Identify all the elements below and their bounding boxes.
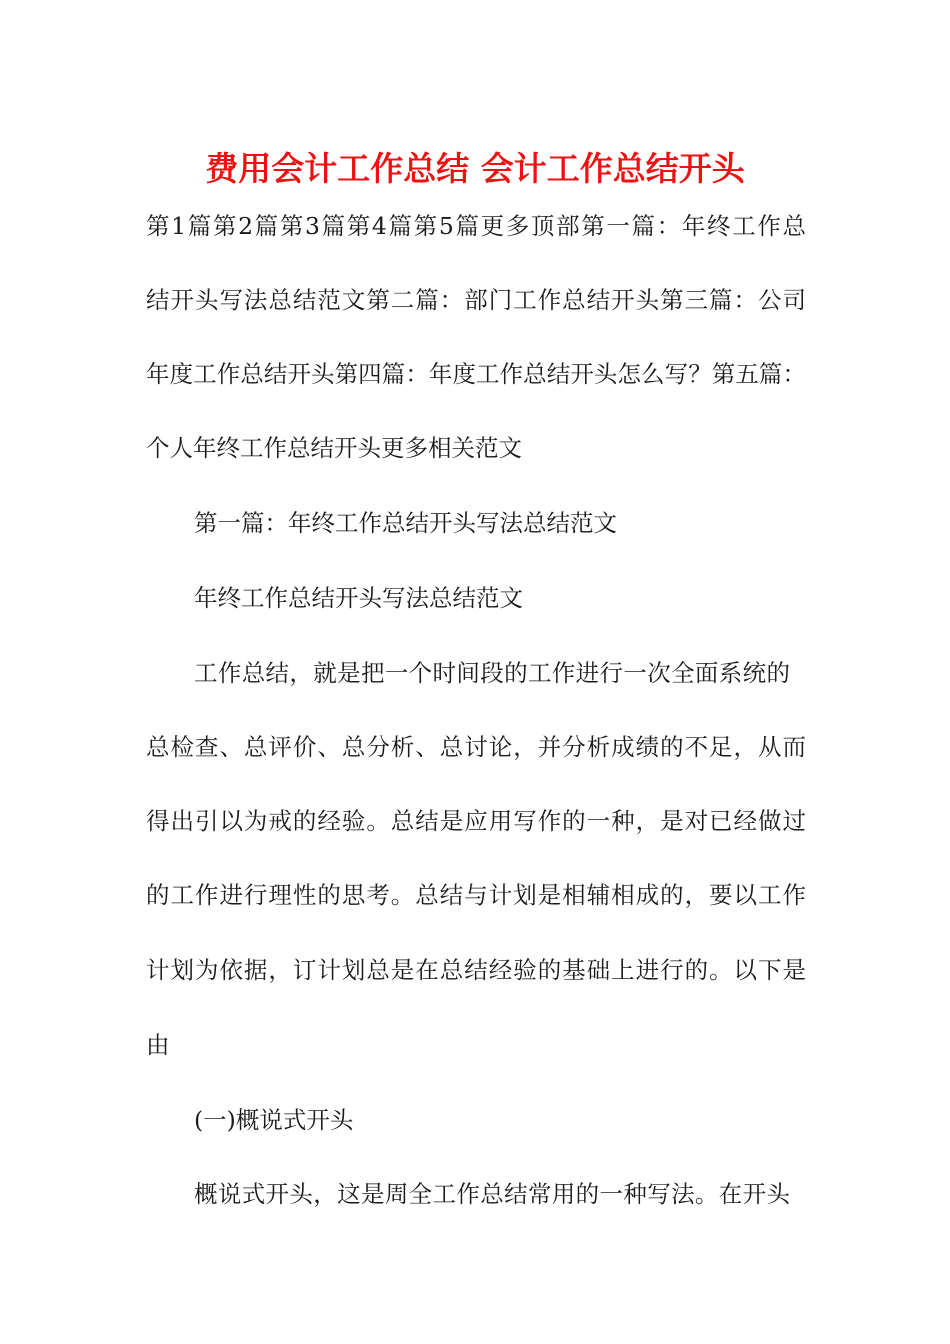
toc-line-1: 第1篇第2篇第3篇第4篇第5篇更多顶部第一篇：年终工作总 [146,212,806,240]
document-title: 费用会计工作总结 会计工作总结开头 [205,149,745,188]
paragraph-line-3: 得出引以为戒的经验。总结是应用写作的一种，是对已经做过 [146,807,806,835]
paragraph-line-2: 总检查、总评价、总分析、总讨论，并分析成绩的不足，从而 [146,733,806,761]
paragraph-line-5: 计划为依据，订计划总是在总结经验的基础上进行的。以下是 [146,956,806,984]
toc-line-4: 个人年终工作总结开头更多相关范文 [146,434,522,462]
subsection-heading: (一)概说式开头 [194,1106,354,1134]
section-subtitle: 年终工作总结开头写法总结范文 [194,584,523,612]
section-heading: 第一篇：年终工作总结开头写法总结范文 [194,509,617,537]
paragraph-line-7: 概说式开头，这是周全工作总结常用的一种写法。在开头 [194,1180,790,1208]
toc-line-3: 年度工作总结开头第四篇：年度工作总结开头怎么写？第五篇： [146,360,806,388]
paragraph-line-1: 工作总结，就是把一个时间段的工作进行一次全面系统的 [194,659,790,687]
paragraph-line-4: 的工作进行理性的思考。总结与计划是相辅相成的，要以工作 [146,881,806,909]
paragraph-line-6: 由 [146,1031,170,1059]
toc-line-2: 结开头写法总结范文第二篇：部门工作总结开头第三篇：公司 [146,286,806,314]
